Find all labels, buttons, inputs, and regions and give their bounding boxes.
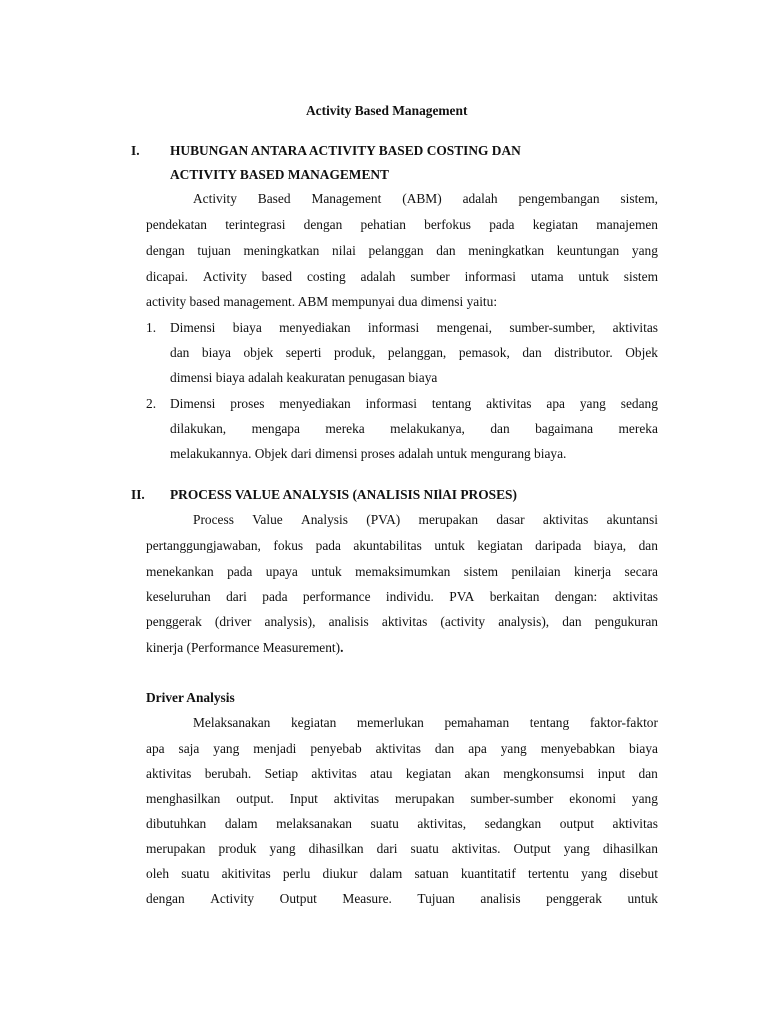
word: akuntansi: [606, 512, 658, 527]
word: melakukanya,: [390, 421, 465, 436]
word: akuntabilitas: [353, 538, 422, 553]
driver-para-line: [146, 891, 658, 907]
word: mereka: [325, 421, 365, 436]
word: utama: [530, 269, 564, 284]
word: dan: [638, 538, 658, 553]
word: costing: [306, 269, 346, 284]
word: sumber: [410, 269, 450, 284]
word: terintegrasi: [225, 217, 286, 232]
word: Management: [311, 191, 382, 206]
driver-para-line: [146, 866, 658, 882]
word: adalah: [360, 269, 396, 284]
list-item-2-line: [170, 396, 658, 412]
word: sumber-sumber: [470, 791, 554, 806]
word: dilakukan,: [170, 421, 227, 436]
word: aktivitas,: [417, 816, 467, 831]
word: aktivitas: [146, 766, 192, 781]
word: produk: [218, 841, 257, 856]
word: yang: [579, 396, 606, 411]
section-1-heading-line-2: ACTIVITY BASED MANAGEMENT: [170, 167, 389, 182]
word: saja: [178, 741, 200, 756]
section-2-para-line: [146, 538, 658, 554]
word: faktor-faktor: [589, 715, 658, 730]
word: dalam: [369, 866, 403, 881]
section-1-para-line: activity based management. ABM mempunyai dua dimensi yaitu:: [146, 294, 498, 309]
word: sedangkan: [484, 816, 542, 831]
section-2-para-line: [193, 512, 658, 528]
word: sistem: [623, 269, 658, 284]
driver-analysis-heading: Driver Analysis: [146, 690, 235, 705]
word: merupakan: [146, 841, 206, 856]
word: berubah.: [204, 766, 252, 781]
word: Activity: [210, 891, 255, 906]
word: penilaian: [511, 564, 561, 579]
word: Input: [289, 791, 318, 806]
word: bagaimana: [535, 421, 594, 436]
word: merupakan: [394, 791, 455, 806]
word: informasi: [365, 396, 417, 411]
word: dibutuhkan: [146, 816, 207, 831]
list-item-1-number: 1.: [146, 320, 157, 335]
word: aktivitas: [486, 396, 532, 411]
word: dan: [522, 345, 542, 360]
word: adalah: [462, 191, 498, 206]
word: meningkatkan: [468, 243, 545, 258]
word: (PVA): [366, 512, 401, 527]
word: sistem,: [620, 191, 658, 206]
word: dengan:: [554, 589, 598, 604]
word: pemasok,: [458, 345, 510, 360]
list-item-2-line: melakukannya. Objek dari dimensi proses adalah untuk mengurang biaya.: [170, 446, 567, 461]
word: penggerak: [546, 891, 602, 906]
word: untuk: [311, 564, 342, 579]
word: daripada: [535, 538, 582, 553]
word: biaya: [232, 320, 262, 335]
word: performance: [302, 589, 371, 604]
word: untuk: [578, 269, 609, 284]
word: aktivitas: [542, 512, 589, 527]
word: tertentu: [528, 866, 569, 881]
section-1-number: I.: [131, 143, 140, 158]
word: melaksanakan: [276, 816, 352, 831]
word: dan: [436, 243, 456, 258]
word: Dimensi: [170, 320, 216, 335]
word: dan: [490, 421, 510, 436]
word: informasi: [464, 269, 516, 284]
word: biaya: [629, 741, 658, 756]
word: analysis),: [498, 614, 550, 629]
word: apa: [546, 396, 565, 411]
section-2-heading: PROCESS VALUE ANALYSIS (ANALISIS NIlAI PROSES): [170, 487, 517, 502]
word: satuan: [414, 866, 449, 881]
word: dihasilkan: [308, 841, 364, 856]
word: apa: [146, 741, 165, 756]
word: kuantitatif: [460, 866, 516, 881]
word: oleh: [146, 866, 170, 881]
driver-para-line: [146, 741, 658, 757]
word: pelanggan: [368, 243, 424, 258]
word: analysis),: [264, 614, 316, 629]
word: analisis: [480, 891, 521, 906]
driver-para-line: [146, 791, 658, 807]
word: penggerak: [146, 614, 202, 629]
word: (ABM): [402, 191, 442, 206]
section-1-para-line: [146, 217, 658, 233]
word: distributor.: [554, 345, 613, 360]
word: penyebab: [310, 741, 362, 756]
word: pendekatan: [146, 217, 207, 232]
word: dicapai.: [146, 269, 189, 284]
word: ekonomi: [569, 791, 617, 806]
word: perlu: [282, 866, 311, 881]
driver-para-line: [146, 816, 658, 832]
word: informasi: [367, 320, 420, 335]
word: aktivitas: [311, 766, 357, 781]
word: upaya: [265, 564, 298, 579]
word: diukur: [322, 866, 358, 881]
word: mengenai,: [436, 320, 493, 335]
word: pehatian: [360, 217, 406, 232]
word: dan: [434, 741, 455, 756]
word: pemahaman: [444, 715, 510, 730]
list-item-1-line: [170, 345, 658, 361]
word: kegiatan: [290, 715, 337, 730]
word: output: [559, 816, 594, 831]
word: mereka: [618, 421, 658, 436]
word: pada: [315, 538, 341, 553]
word: secara: [624, 564, 658, 579]
word: Based: [257, 191, 291, 206]
word: analisis: [328, 614, 369, 629]
word: Setiap: [264, 766, 299, 781]
word: dan: [638, 766, 658, 781]
word: pada: [262, 589, 288, 604]
word: based: [261, 269, 293, 284]
word: suatu: [410, 841, 439, 856]
word: dan: [170, 345, 190, 360]
section-2-para-line: [146, 614, 658, 630]
word: dari: [376, 841, 398, 856]
word: keuntungan: [556, 243, 620, 258]
word: aktivitas: [333, 791, 380, 806]
word: aktivitas: [612, 589, 658, 604]
word: sedang: [620, 396, 658, 411]
word: objek: [243, 345, 274, 360]
word: dengan: [146, 891, 185, 906]
word: nilai: [332, 243, 356, 258]
word: biaya: [201, 345, 231, 360]
word: Process: [193, 512, 234, 527]
word: yang: [500, 741, 527, 756]
word: menyebabkan: [540, 741, 616, 756]
word: dalam: [224, 816, 258, 831]
word: proses: [230, 396, 265, 411]
word: sistem: [463, 564, 499, 579]
word: pada: [227, 564, 253, 579]
word: suatu: [370, 816, 399, 831]
word: aktivitas: [375, 741, 421, 756]
section-1-heading-line-1: HUBUNGAN ANTARA ACTIVITY BASED COSTING DAN: [170, 143, 521, 158]
word: tujuan: [197, 243, 231, 258]
section-2-para-last-line: [146, 640, 343, 656]
word: kegiatan: [405, 766, 452, 781]
word: memerlukan: [356, 715, 424, 730]
word: berkaitan: [489, 589, 540, 604]
word: input: [597, 766, 626, 781]
word: untuk: [434, 538, 465, 553]
word: dihasilkan: [602, 841, 658, 856]
word: aktivitas: [612, 320, 658, 335]
word: aktivitas: [612, 816, 658, 831]
list-item-2-number: 2.: [146, 396, 157, 411]
word: keseluruhan: [146, 589, 211, 604]
word: biaya,: [593, 538, 627, 553]
list-item-2-line: [170, 421, 658, 437]
word: tentang: [529, 715, 570, 730]
word: mengapa: [251, 421, 300, 436]
list-item-1-line: [170, 320, 658, 336]
word: yang: [581, 866, 608, 881]
document-title: Activity Based Management: [306, 103, 468, 118]
word: yang: [269, 841, 296, 856]
word: suatu: [181, 866, 210, 881]
word: menjadi: [253, 741, 297, 756]
word: PVA: [449, 589, 475, 604]
word: Activity: [202, 269, 247, 284]
word: dari: [226, 589, 247, 604]
word: apa: [468, 741, 487, 756]
word: kegiatan: [532, 217, 579, 232]
word: meningkatkan: [243, 243, 320, 258]
word: pada: [489, 217, 515, 232]
word: pengembangan: [518, 191, 600, 206]
word: aktivitas: [381, 614, 428, 629]
word: dasar: [496, 512, 525, 527]
word: Measure.: [342, 891, 392, 906]
word: menekankan: [146, 564, 214, 579]
word: fokus: [273, 538, 304, 553]
word: Output: [513, 841, 551, 856]
word: akitivitas: [221, 866, 271, 881]
word: kegiatan: [477, 538, 523, 553]
word: output.: [236, 791, 274, 806]
section-2-para-line: [146, 564, 658, 580]
word: Tujuan: [417, 891, 455, 906]
word: untuk: [627, 891, 658, 906]
word: disebut: [619, 866, 658, 881]
section-2-para-end-mark: .: [340, 640, 344, 655]
word: dengan: [146, 243, 185, 258]
section-2-para-line: [146, 589, 658, 605]
word: (activity: [440, 614, 486, 629]
section-1-para-line: [146, 243, 658, 259]
word: pelanggan,: [387, 345, 447, 360]
word: pertanggungjawaban,: [146, 538, 261, 553]
word: menghasilkan: [146, 791, 221, 806]
word: (driver: [214, 614, 252, 629]
word: sumber-sumber,: [509, 320, 596, 335]
word: menyediakan: [279, 320, 351, 335]
word: yang: [213, 741, 240, 756]
word: Activity: [193, 191, 237, 206]
word: Melaksanakan: [193, 715, 271, 730]
word: Dimensi: [170, 396, 216, 411]
word: manajemen: [596, 217, 658, 232]
word: merupakan: [418, 512, 479, 527]
word: dengan: [303, 217, 343, 232]
word: akan: [464, 766, 490, 781]
list-item-1-line: dimensi biaya adalah keakuratan penugasan biaya: [170, 370, 438, 385]
word: Objek: [625, 345, 658, 360]
word: aktivitas.: [451, 841, 501, 856]
section-2-number: II.: [131, 487, 145, 502]
word: yang: [631, 243, 658, 258]
driver-para-line: [146, 766, 658, 782]
section-2-para-text: kinerja (Performance Measurement): [146, 640, 341, 655]
word: menyediakan: [279, 396, 351, 411]
word: Output: [279, 891, 317, 906]
word: pengukuran: [594, 614, 658, 629]
word: seperti: [285, 345, 322, 360]
driver-para-line: [193, 715, 658, 731]
word: mengkonsumsi: [503, 766, 585, 781]
driver-para-line: [146, 841, 658, 857]
word: atau: [370, 766, 393, 781]
word: berfokus: [424, 217, 471, 232]
word: memaksimumkan: [355, 564, 451, 579]
word: dan: [562, 614, 582, 629]
word: individu.: [385, 589, 434, 604]
word: yang: [563, 841, 590, 856]
word: Value: [252, 512, 283, 527]
word: Analysis: [301, 512, 348, 527]
section-1-para-line: [146, 269, 658, 285]
word: yang: [631, 791, 658, 806]
word: kinerja: [573, 564, 612, 579]
word: produk,: [334, 345, 376, 360]
section-1-para-line: [193, 191, 658, 207]
word: tentang: [431, 396, 472, 411]
